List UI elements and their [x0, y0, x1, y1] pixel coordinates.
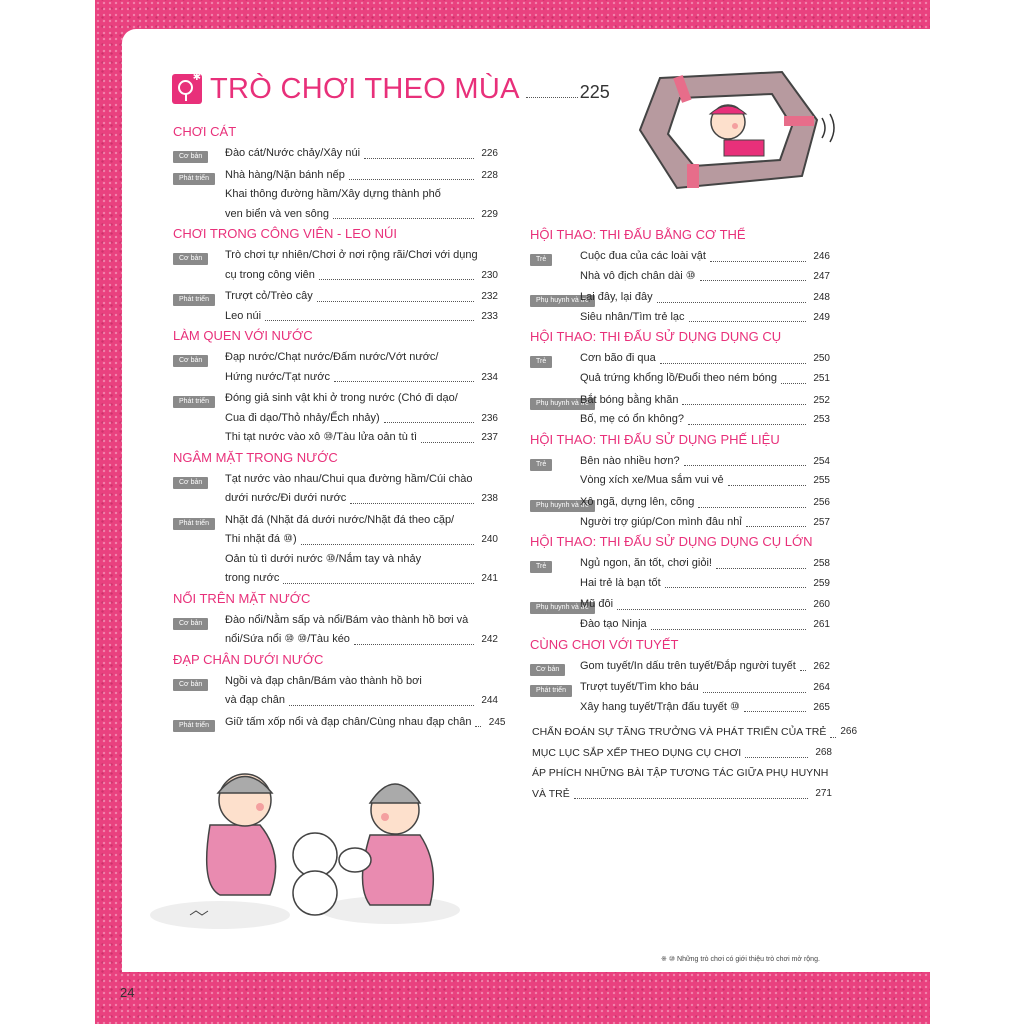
level-badge: Trẻ: [530, 356, 552, 368]
toc-entry-group: [530, 554, 830, 593]
toc-entry[interactable]: [580, 391, 830, 411]
toc-section: [530, 329, 830, 429]
toc-entry[interactable]: [225, 611, 498, 631]
leader-dots: [364, 158, 474, 159]
toc-entry[interactable]: [580, 554, 830, 574]
entry-title: nổi/Sứa nổi ⑩ ⑩/Tàu kéo: [225, 633, 350, 645]
entry-page-number: 264: [813, 682, 830, 694]
leader-dots: [716, 568, 806, 569]
leader-dots: [317, 301, 474, 302]
toc-entry[interactable]: [580, 288, 830, 308]
entry-title: Ngủ ngon, ăn tốt, chơi giỏi!: [580, 557, 712, 570]
entry-page-number: 245: [488, 716, 506, 728]
toc-entry[interactable]: [225, 185, 498, 205]
entry-page-number: 237: [481, 432, 498, 443]
leader-dots: [289, 705, 474, 706]
entry-page-number: 258: [813, 558, 830, 570]
leader-dots: [334, 381, 474, 382]
toc-entry[interactable]: [225, 287, 498, 307]
toc-entry[interactable]: [225, 713, 505, 733]
entry-title: và đạp chân: [225, 694, 285, 706]
entry-title: Ngồi và đạp chân/Bám vào thành hồ bơi: [225, 674, 422, 687]
toc-entry[interactable]: [225, 205, 498, 225]
toc-section: [530, 227, 830, 327]
entry-title: Đào nổi/Nằm sấp và nổi/Bám vào thành hồ bơi và: [225, 613, 469, 626]
level-badge: Phụ huynh và trẻ: [530, 295, 595, 307]
leader-dots: [689, 321, 806, 322]
toc-entry-group: [173, 672, 498, 711]
section-title: NỔI TRÊN MẶT NƯỚC: [173, 590, 311, 606]
section-title: LÀM QUEN VỚI NƯỚC: [173, 328, 313, 343]
title-leader-dots: [526, 97, 578, 98]
toc-entry[interactable]: [580, 452, 830, 472]
section-title: HỘI THAO: THI ĐẤU SỬ DỤNG DỤNG CỤ LỚN: [530, 534, 813, 550]
level-badge: Cơ bản: [173, 151, 208, 163]
toc-section: [530, 432, 830, 532]
toc-entry[interactable]: [225, 530, 498, 550]
entry-page-number: 248: [813, 292, 830, 304]
level-badge: Trẻ: [530, 254, 552, 266]
leader-dots: [651, 629, 806, 630]
toc-entry-group: [173, 287, 498, 326]
entry-title: Trượt cỏ/Trèo cây: [225, 290, 313, 302]
level-badge: Phát triển: [173, 173, 215, 185]
entry-title: Cuộc đua của các loài vật: [580, 250, 706, 262]
level-badge: Phát triển: [173, 518, 215, 530]
section-title: HỘI THAO: THI ĐẤU SỬ DỤNG PHẾ LIỆU: [530, 431, 780, 447]
entry-page-number: 233: [481, 310, 498, 322]
entry-title: Đóng giả sinh vật khi ở trong nước (Chó đi dạo/: [225, 392, 458, 404]
entry-title: Đào cát/Nước chảy/Xây núi: [225, 147, 361, 159]
entry-page-number: 249: [813, 311, 830, 323]
section-title: CÙNG CHƠI VỚI TUYẾT: [530, 636, 679, 652]
leader-dots: [350, 503, 474, 504]
toc-entry[interactable]: [580, 513, 830, 533]
leader-dots: [283, 583, 474, 584]
leader-dots: [665, 587, 806, 588]
entry-title: cụ trong công viên: [225, 268, 315, 281]
leader-dots: [660, 363, 806, 364]
entry-title: VÀ TRẺ: [532, 787, 570, 800]
level-badge: Cơ bản: [173, 355, 208, 367]
section-title: CHƠI TRONG CÔNG VIÊN - LEO NÚI: [173, 226, 397, 241]
level-badge: Phát triển: [530, 685, 572, 697]
leader-dots: [728, 485, 806, 486]
entry-page-number: 226: [481, 148, 498, 159]
entry-page-number: 253: [813, 414, 830, 426]
toc-entry-group: [530, 678, 830, 717]
entry-title: trong nước: [225, 572, 280, 584]
toc-entry[interactable]: [225, 389, 498, 409]
toc-entry-group: [173, 511, 498, 589]
leader-dots: [349, 179, 474, 180]
lollipop-icon: ✱: [172, 74, 202, 104]
leader-dots: [746, 526, 806, 527]
entry-page-number: 240: [481, 534, 498, 545]
leader-dots: [301, 544, 474, 545]
toc-entry[interactable]: [225, 307, 498, 327]
toc-entry[interactable]: [225, 166, 498, 186]
entry-title: Nhà hàng/Nặn bánh nếp: [225, 168, 345, 181]
entry-title: Người trợ giúp/Con mình đâu nhỉ: [580, 515, 742, 528]
entry-page-number: 261: [813, 618, 830, 630]
entry-title: Xô ngã, dựng lên, cõng: [580, 495, 695, 508]
toc-entry[interactable]: [580, 574, 830, 594]
toc-entry[interactable]: [225, 630, 498, 650]
toc-entry[interactable]: [580, 615, 830, 635]
level-badge: Phát triển: [173, 294, 215, 306]
toc-entry-group: [530, 349, 830, 388]
leader-dots: [830, 737, 836, 738]
entry-page-number: 228: [481, 169, 498, 181]
entry-title: ÁP PHÍCH NHỮNG BÀI TẬP TƯƠNG TÁC GIỮA PHỤ HUYNH: [532, 767, 829, 780]
level-badge: Trẻ: [530, 561, 552, 573]
entry-title: Hứng nước/Tạt nước: [225, 370, 330, 383]
toc-entry[interactable]: [225, 511, 498, 531]
entry-page-number: 236: [481, 412, 498, 424]
toc-section: [173, 328, 498, 448]
entry-page-number: 271: [815, 787, 832, 799]
toc-entry-group: [173, 144, 498, 164]
entry-page-number: 238: [481, 493, 498, 504]
leader-dots: [574, 798, 808, 799]
toc-entry[interactable]: [580, 493, 830, 513]
entry-title: MỤC LỤC SẮP XẾP THEO DỤNG CỤ CHƠI: [532, 746, 742, 759]
toc-entry[interactable]: [225, 348, 498, 368]
page-title: TRÒ CHƠI THEO MÙA: [210, 73, 520, 105]
level-badge: Cơ bản: [530, 664, 565, 676]
toc-entry-group: [173, 348, 498, 387]
toc-entry[interactable]: [225, 266, 498, 286]
level-badge: Phát triển: [173, 396, 215, 408]
toc-section: [173, 226, 498, 326]
page-number: 24: [120, 985, 135, 1000]
entry-title: Giữ tấm xốp nổi và đạp chân/Cùng nhau đạp chân: [225, 715, 472, 728]
entry-title: Tạt nước vào nhau/Chui qua đường hầm/Cúi chào: [225, 472, 473, 485]
appendix-entry[interactable]: [532, 722, 858, 743]
leader-dots: [682, 404, 806, 405]
entry-title: Nhà vô địch chân dài ⑩: [580, 269, 696, 282]
toc-entry[interactable]: [580, 308, 830, 328]
toc-entry[interactable]: [580, 678, 830, 698]
entry-title: Vòng xích xe/Mua sắm vui vẻ: [580, 474, 724, 487]
toc-section: [530, 637, 830, 718]
leader-dots: [688, 424, 806, 425]
toc-entry-group: [530, 452, 830, 491]
toc-entry-group: [173, 389, 498, 448]
entry-page-number: 244: [481, 695, 498, 706]
entry-title: Lại đây, lại đây: [580, 291, 653, 304]
entry-page-number: 247: [813, 270, 830, 282]
entry-page-number: 254: [813, 455, 830, 467]
toc-entry[interactable]: [580, 657, 830, 677]
toc-entry[interactable]: [225, 368, 498, 388]
leader-dots: [698, 507, 806, 508]
toc-entry-group: [530, 391, 830, 430]
toc-entry[interactable]: [225, 428, 498, 448]
level-badge: Phụ huynh và trẻ: [530, 500, 595, 512]
entry-title: Đạp nước/Chạt nước/Đấm nước/Vớt nước/: [225, 351, 439, 363]
toc-entry[interactable]: [580, 267, 830, 287]
section-title: CHƠI CÁT: [173, 124, 237, 139]
entry-page-number: 256: [813, 496, 830, 508]
toc-entry[interactable]: [580, 369, 830, 389]
leader-dots: [319, 279, 474, 280]
toc-entry[interactable]: [580, 349, 830, 369]
entry-page-number: 250: [813, 353, 830, 365]
entry-page-number: 262: [813, 660, 830, 672]
toc-entry[interactable]: [580, 410, 830, 430]
leader-dots: [744, 711, 806, 712]
entry-title: CHẨN ĐOÁN SỰ TĂNG TRƯỞNG VÀ PHÁT TRIỂN CỦA TRẺ: [532, 726, 827, 738]
toc-section: [173, 591, 498, 650]
entry-page-number: 257: [813, 516, 830, 528]
entry-title: Gom tuyết/In dấu trên tuyết/Đắp người tuyết: [580, 659, 796, 672]
entry-page-number: 255: [813, 475, 830, 487]
entry-title: Quả trứng khổng lồ/Đuổi theo ném bóng: [580, 371, 777, 384]
leader-dots: [354, 644, 474, 645]
entry-title: Bắt bóng bằng khăn: [580, 393, 679, 406]
leader-dots: [617, 609, 806, 610]
leader-dots: [657, 302, 806, 303]
entry-title: Đào tạo Ninja: [580, 617, 647, 630]
appendix-entry[interactable]: [532, 743, 832, 764]
toc-entry[interactable]: [225, 569, 498, 589]
entry-title: Trượt tuyết/Tìm kho báu: [580, 681, 699, 694]
entry-page-number: 259: [813, 577, 830, 589]
footnote: ※ ⑩ Những trò chơi có giới thiệu trò chơi mở rộng.: [661, 956, 820, 963]
appendix-entry[interactable]: [532, 763, 832, 784]
leader-dots: [800, 670, 806, 671]
entry-title: Nhặt đá (Nhặt đá dưới nước/Nhặt đá theo cặp/: [225, 513, 455, 526]
entry-title: Leo núi: [225, 309, 262, 322]
entry-page-number: 251: [813, 372, 830, 384]
entry-page-number: 229: [481, 208, 498, 220]
toc-entry-group: [530, 288, 830, 327]
toc-right-column: [530, 227, 830, 719]
level-badge: Cơ bản: [173, 679, 208, 691]
toc-entry-group: [173, 470, 498, 509]
title-page-number: 225: [579, 82, 610, 102]
entry-title: Xây hang tuyết/Trận đấu tuyết ⑩: [580, 700, 740, 713]
entry-title: Cơn bão đi qua: [580, 352, 656, 365]
appendix-list: [532, 722, 858, 804]
toc-entry[interactable]: [580, 247, 830, 267]
toc-entry[interactable]: [225, 672, 498, 692]
leader-dots: [745, 757, 808, 758]
entry-page-number: 252: [813, 394, 830, 406]
entry-title: Siêu nhân/Tìm trẻ lạc: [580, 310, 685, 323]
toc-entry[interactable]: [225, 550, 498, 570]
level-badge: Trẻ: [530, 459, 552, 471]
section-title: HỘI THAO: THI ĐẤU SỬ DỤNG DỤNG CỤ: [530, 329, 782, 345]
entry-title: Cua đi dạo/Thỏ nhảy/Ếch nhảy): [225, 411, 380, 424]
leader-dots: [684, 465, 806, 466]
toc-entry[interactable]: [580, 595, 830, 615]
toc-entry[interactable]: [225, 489, 498, 509]
entry-title: Thi tạt nước vào xô ⑩/Tàu lửa oản tù tì: [225, 431, 418, 443]
toc-entry[interactable]: [225, 246, 498, 266]
toc-entry[interactable]: [225, 470, 498, 490]
section-title: NGÂM MẶT TRONG NƯỚC: [173, 449, 338, 465]
toc-entry-group: [530, 493, 830, 532]
appendix-entry[interactable]: [532, 784, 832, 805]
entry-title: Thi nhặt đá ⑩): [225, 533, 297, 545]
level-badge: Cơ bản: [173, 618, 208, 630]
leader-dots: [710, 261, 806, 262]
entry-title: Khai thông đường hầm/Xây dựng thành phố: [225, 188, 441, 200]
toc-section: [173, 124, 498, 224]
page-header: [172, 74, 610, 104]
leader-dots: [781, 383, 806, 384]
entry-page-number: 242: [481, 634, 498, 645]
entry-title: Bên nào nhiều hơn?: [580, 454, 680, 467]
toc-section: [173, 450, 498, 589]
leader-dots: [265, 320, 474, 321]
leader-dots: [703, 692, 806, 693]
entry-page-number: 266: [840, 726, 858, 737]
toc-entry-group: [173, 611, 498, 650]
toc-section: [530, 534, 830, 634]
entry-page-number: 260: [813, 599, 830, 611]
toc-entry-group: [530, 595, 830, 634]
level-badge: Phụ huynh và trẻ: [530, 398, 595, 410]
level-badge: Phát triển: [173, 720, 215, 732]
level-badge: Phụ huynh và trẻ: [530, 602, 595, 614]
toc-entry-group: [530, 657, 830, 677]
toc-entry-group: [173, 166, 498, 225]
entry-page-number: 246: [813, 251, 830, 262]
toc-entry[interactable]: [225, 409, 498, 429]
toc-entry[interactable]: [580, 471, 830, 491]
leader-dots: [421, 442, 474, 443]
toc-entry[interactable]: [225, 144, 498, 164]
snow-children-illustration: [140, 745, 485, 945]
entry-title: Bố, mẹ có ổn không?: [580, 413, 684, 426]
entry-page-number: 241: [481, 573, 498, 584]
entry-title: Oản tù tì dưới nước ⑩/Nắm tay và nhảy: [225, 552, 422, 565]
entry-page-number: 232: [481, 291, 498, 302]
toc-entry[interactable]: [580, 698, 830, 718]
toc-entry[interactable]: [225, 691, 498, 711]
toc-entry-group: [173, 246, 498, 285]
entry-title: Hai trẻ là bạn tốt: [580, 576, 661, 589]
toc-entry-group: [173, 713, 506, 733]
toc-entry-group: [530, 247, 830, 286]
level-badge: Cơ bản: [173, 253, 208, 265]
entry-page-number: 265: [813, 701, 830, 713]
entry-title: dưới nước/Đi dưới nước: [225, 492, 347, 504]
entry-page-number: 268: [815, 746, 832, 758]
entry-title: ven biển và ven sông: [225, 207, 329, 220]
level-badge: Cơ bản: [173, 477, 208, 489]
section-title: ĐẠP CHÂN DƯỚI NƯỚC: [173, 651, 324, 667]
tunnel-child-illustration: [632, 68, 842, 190]
toc-section: [173, 651, 506, 733]
toc-left-column: [173, 124, 506, 734]
entry-title: Trò chơi tự nhiên/Chơi ở nơi rộng rãi/Chơi với dụng: [225, 249, 478, 261]
entry-page-number: 234: [481, 371, 498, 383]
entry-title: Mũ đôi: [580, 598, 614, 611]
section-title: HỘI THAO: THI ĐẤU BẰNG CƠ THỂ: [530, 227, 746, 242]
leader-dots: [384, 422, 474, 423]
entry-page-number: 230: [481, 269, 498, 281]
leader-dots: [700, 280, 806, 281]
leader-dots: [475, 726, 481, 727]
leader-dots: [333, 218, 474, 219]
